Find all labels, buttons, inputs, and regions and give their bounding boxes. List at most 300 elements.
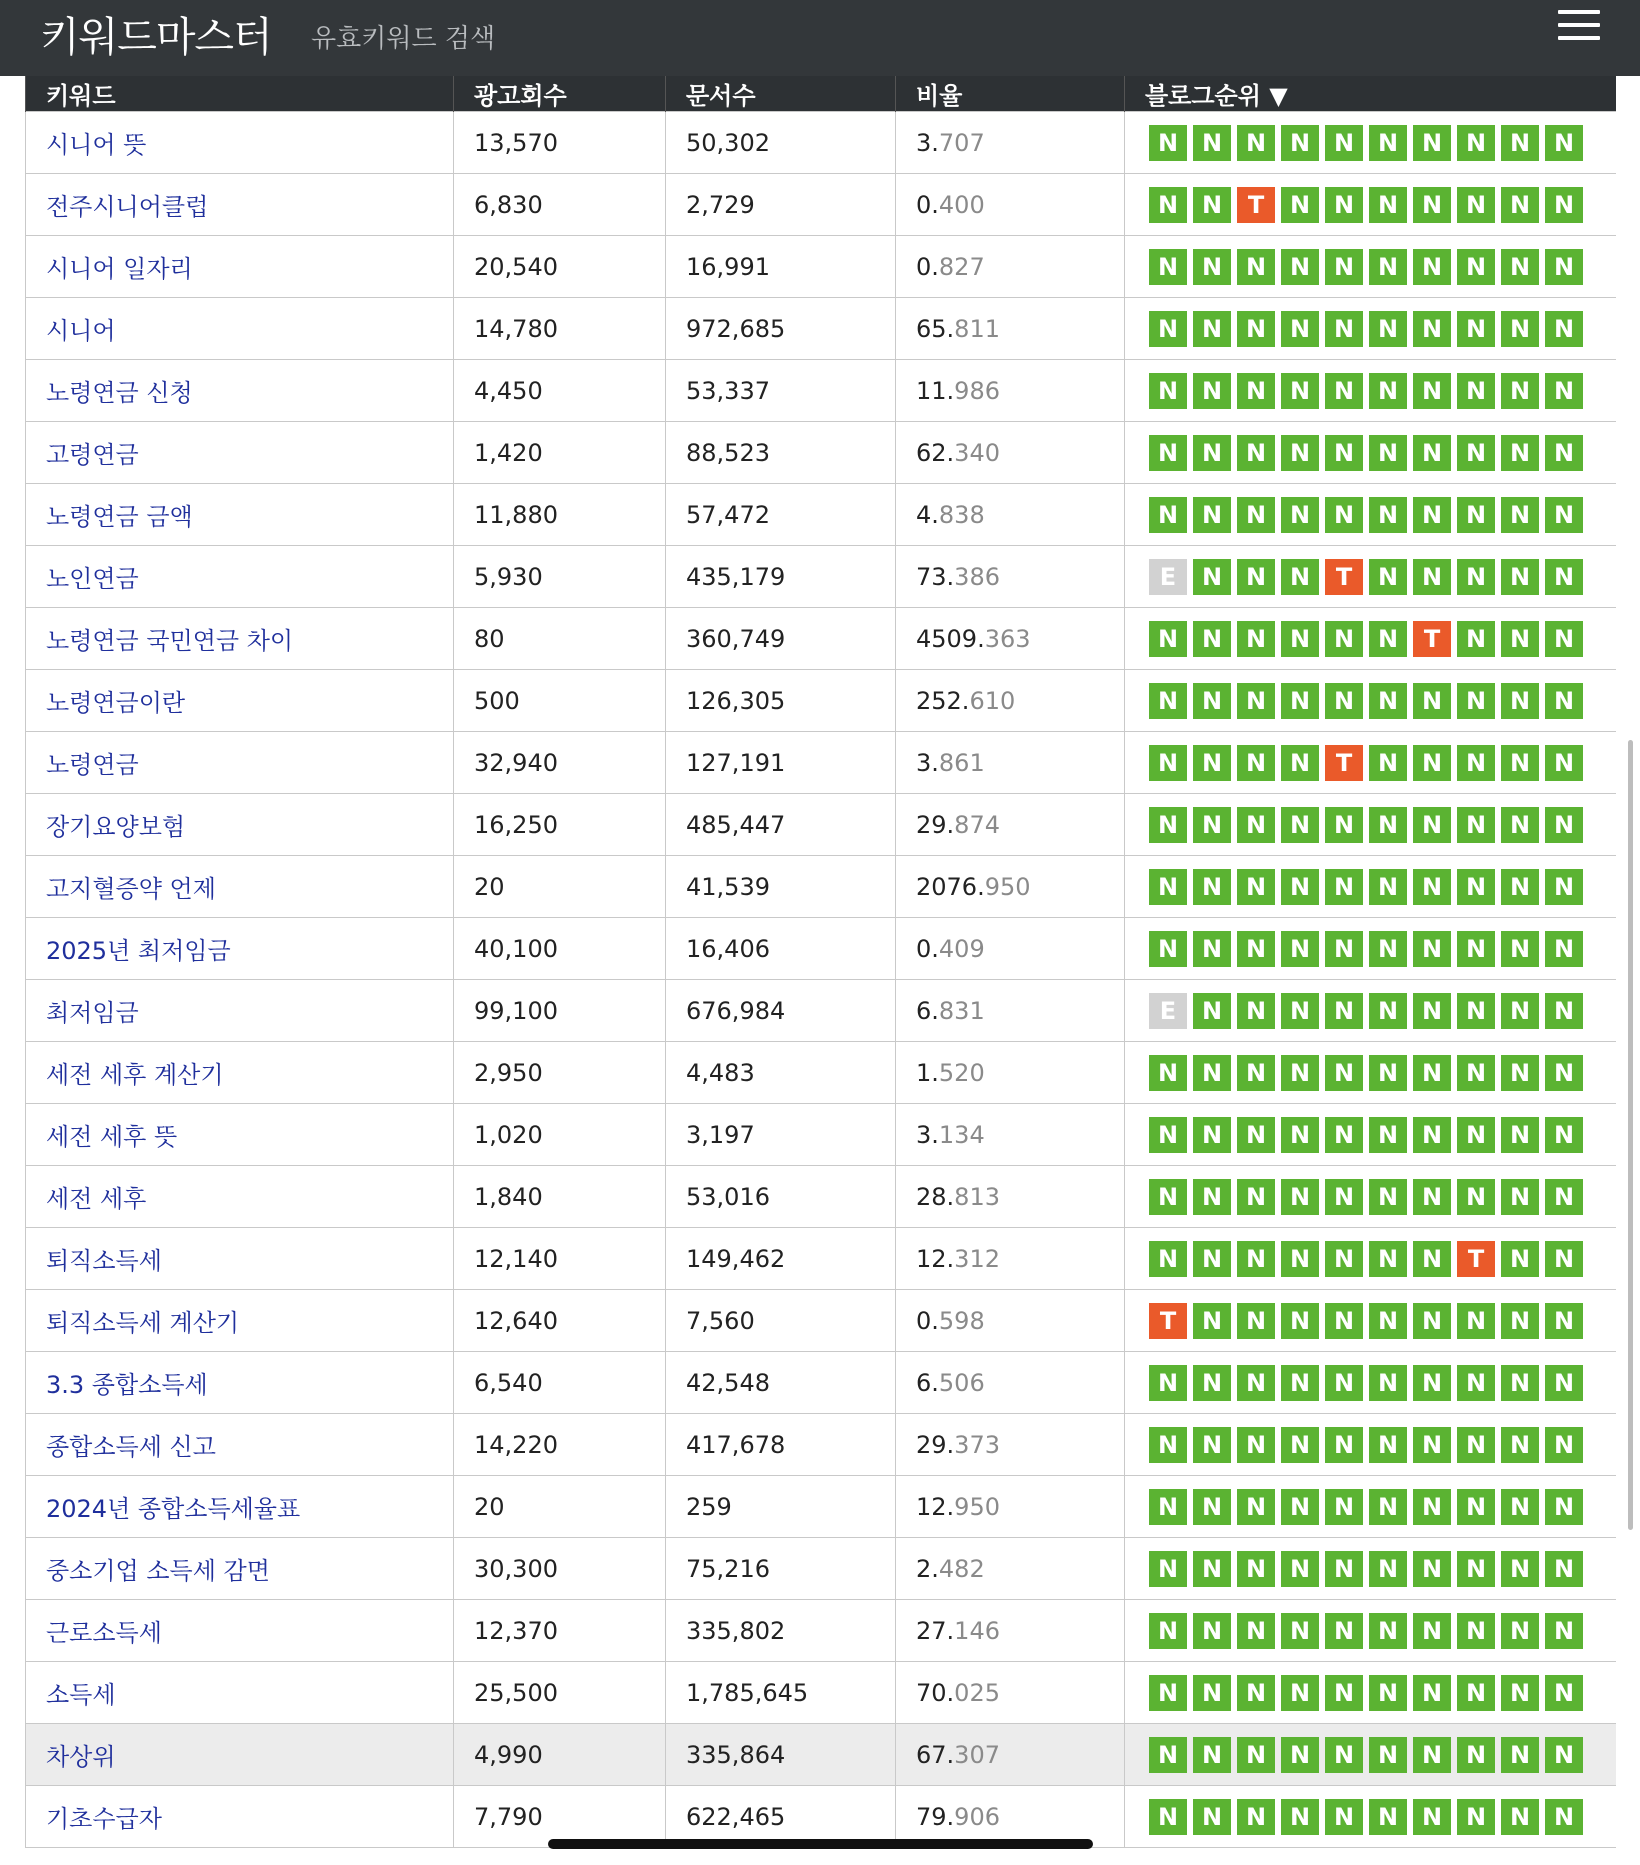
rank-badge[interactable]: N (1325, 621, 1363, 657)
rank-badge[interactable]: N (1369, 1613, 1407, 1649)
rank-badge[interactable]: N (1501, 683, 1539, 719)
rank-badge[interactable]: N (1237, 1179, 1275, 1215)
rank-badge[interactable]: N (1193, 1551, 1231, 1587)
rank-badge[interactable]: N (1237, 931, 1275, 967)
rank-badge[interactable]: N (1457, 559, 1495, 595)
rank-badge[interactable]: N (1149, 745, 1187, 781)
rank-badge[interactable]: N (1545, 1613, 1583, 1649)
rank-badge[interactable]: N (1149, 1489, 1187, 1525)
rank-badge[interactable]: N (1545, 869, 1583, 905)
rank-badge[interactable]: N (1545, 1179, 1583, 1215)
rank-badge[interactable]: N (1545, 249, 1583, 285)
rank-badge[interactable]: N (1501, 1427, 1539, 1463)
rank-badge[interactable]: N (1237, 497, 1275, 533)
keyword-link[interactable]: 3.3 종합소득세 (26, 1352, 454, 1414)
rank-badge[interactable]: N (1237, 1613, 1275, 1649)
rank-badge[interactable]: N (1545, 497, 1583, 533)
rank-badge[interactable]: N (1325, 1117, 1363, 1153)
rank-badge[interactable]: N (1193, 435, 1231, 471)
rank-badge[interactable]: N (1149, 1799, 1187, 1835)
rank-badge[interactable]: N (1413, 1055, 1451, 1091)
rank-badge[interactable]: N (1501, 1365, 1539, 1401)
header-ad-count[interactable]: 광고회수 (454, 76, 666, 112)
rank-badge[interactable]: N (1281, 807, 1319, 843)
scrollbar[interactable] (1628, 740, 1633, 1530)
rank-badge[interactable]: N (1545, 683, 1583, 719)
keyword-link[interactable]: 소득세 (26, 1662, 454, 1724)
rank-badge[interactable]: N (1237, 1241, 1275, 1277)
rank-badge[interactable]: N (1193, 311, 1231, 347)
rank-badge[interactable]: N (1501, 1117, 1539, 1153)
rank-badge[interactable]: N (1193, 249, 1231, 285)
rank-badge[interactable]: N (1237, 1117, 1275, 1153)
rank-badge[interactable]: N (1501, 1551, 1539, 1587)
rank-badge[interactable]: N (1281, 1055, 1319, 1091)
rank-badge[interactable]: N (1237, 311, 1275, 347)
rank-badge[interactable]: N (1237, 683, 1275, 719)
rank-badge[interactable]: N (1457, 1613, 1495, 1649)
rank-badge[interactable]: N (1413, 559, 1451, 595)
rank-badge[interactable]: N (1149, 497, 1187, 533)
rank-badge[interactable]: N (1193, 869, 1231, 905)
keyword-link[interactable]: 노인연금 (26, 546, 454, 608)
keyword-link[interactable]: 장기요양보험 (26, 794, 454, 856)
hamburger-menu-icon[interactable] (1558, 10, 1604, 40)
rank-badge[interactable]: E (1149, 559, 1187, 595)
keyword-link[interactable]: 기초수급자 (26, 1786, 454, 1848)
keyword-link[interactable]: 퇴직소득세 계산기 (26, 1290, 454, 1352)
rank-badge[interactable]: N (1501, 869, 1539, 905)
rank-badge[interactable]: N (1193, 373, 1231, 409)
rank-badge[interactable]: N (1325, 993, 1363, 1029)
rank-badge[interactable]: N (1369, 683, 1407, 719)
rank-badge[interactable]: N (1457, 931, 1495, 967)
rank-badge[interactable]: N (1325, 683, 1363, 719)
rank-badge[interactable]: N (1457, 1489, 1495, 1525)
rank-badge[interactable]: N (1545, 125, 1583, 161)
rank-badge[interactable]: N (1457, 1675, 1495, 1711)
keyword-link[interactable]: 퇴직소득세 (26, 1228, 454, 1290)
rank-badge[interactable]: N (1413, 1551, 1451, 1587)
rank-badge[interactable]: N (1413, 1427, 1451, 1463)
rank-badge[interactable]: N (1501, 1613, 1539, 1649)
rank-badge[interactable]: N (1413, 497, 1451, 533)
header-blog-rank[interactable]: 블로그순위 ▼ (1125, 76, 1617, 112)
rank-badge[interactable]: N (1369, 1303, 1407, 1339)
rank-badge[interactable]: N (1369, 745, 1407, 781)
rank-badge[interactable]: N (1413, 931, 1451, 967)
rank-badge[interactable]: N (1501, 435, 1539, 471)
rank-badge[interactable]: N (1281, 125, 1319, 161)
rank-badge[interactable]: N (1325, 249, 1363, 285)
rank-badge[interactable]: N (1413, 1179, 1451, 1215)
rank-badge[interactable]: N (1325, 1551, 1363, 1587)
rank-badge[interactable]: N (1413, 187, 1451, 223)
rank-badge[interactable]: N (1369, 311, 1407, 347)
rank-badge[interactable]: N (1457, 745, 1495, 781)
header-keyword[interactable]: 키워드 (26, 76, 454, 112)
rank-badge[interactable]: N (1193, 1427, 1231, 1463)
rank-badge[interactable]: N (1501, 1489, 1539, 1525)
rank-badge[interactable]: N (1237, 1303, 1275, 1339)
rank-badge[interactable]: N (1193, 1055, 1231, 1091)
rank-badge[interactable]: N (1413, 1303, 1451, 1339)
rank-badge[interactable]: N (1281, 311, 1319, 347)
rank-badge[interactable]: N (1501, 125, 1539, 161)
rank-badge[interactable]: N (1193, 621, 1231, 657)
rank-badge[interactable]: N (1545, 1055, 1583, 1091)
rank-badge[interactable]: N (1369, 621, 1407, 657)
rank-badge[interactable]: N (1193, 1799, 1231, 1835)
rank-badge[interactable]: N (1457, 993, 1495, 1029)
rank-badge[interactable]: N (1413, 1489, 1451, 1525)
rank-badge[interactable]: N (1545, 1551, 1583, 1587)
rank-badge[interactable]: N (1149, 1737, 1187, 1773)
rank-badge[interactable]: N (1413, 1613, 1451, 1649)
rank-badge[interactable]: N (1369, 1799, 1407, 1835)
rank-badge[interactable]: N (1237, 1365, 1275, 1401)
rank-badge[interactable]: N (1545, 1737, 1583, 1773)
rank-badge[interactable]: N (1237, 1055, 1275, 1091)
rank-badge[interactable]: N (1193, 1489, 1231, 1525)
rank-badge[interactable]: N (1281, 1117, 1319, 1153)
rank-badge[interactable]: N (1457, 373, 1495, 409)
rank-badge[interactable]: N (1149, 1117, 1187, 1153)
rank-badge[interactable]: N (1501, 187, 1539, 223)
rank-badge[interactable]: N (1545, 187, 1583, 223)
rank-badge[interactable]: N (1237, 993, 1275, 1029)
rank-badge[interactable]: N (1457, 1303, 1495, 1339)
rank-badge[interactable]: N (1149, 621, 1187, 657)
rank-badge[interactable]: N (1237, 435, 1275, 471)
rank-badge[interactable]: N (1237, 621, 1275, 657)
rank-badge[interactable]: N (1281, 249, 1319, 285)
rank-badge[interactable]: N (1149, 1179, 1187, 1215)
rank-badge[interactable]: N (1149, 1365, 1187, 1401)
rank-badge[interactable]: N (1149, 1613, 1187, 1649)
keyword-link[interactable]: 고지혈증약 언제 (26, 856, 454, 918)
rank-badge[interactable]: N (1325, 125, 1363, 161)
rank-badge[interactable]: N (1237, 1489, 1275, 1525)
rank-badge[interactable]: N (1193, 745, 1231, 781)
rank-badge[interactable]: N (1237, 1737, 1275, 1773)
rank-badge[interactable]: N (1457, 311, 1495, 347)
rank-badge[interactable]: N (1281, 1303, 1319, 1339)
rank-badge[interactable]: N (1149, 187, 1187, 223)
rank-badge[interactable]: N (1369, 1241, 1407, 1277)
rank-badge[interactable]: N (1369, 559, 1407, 595)
rank-badge[interactable]: N (1457, 807, 1495, 843)
rank-badge[interactable]: N (1281, 497, 1319, 533)
rank-badge[interactable]: N (1369, 497, 1407, 533)
rank-badge[interactable]: N (1237, 1675, 1275, 1711)
rank-badge[interactable]: N (1501, 1799, 1539, 1835)
rank-badge[interactable]: N (1457, 435, 1495, 471)
rank-badge[interactable]: N (1325, 1613, 1363, 1649)
rank-badge[interactable]: N (1369, 807, 1407, 843)
rank-badge[interactable]: N (1149, 249, 1187, 285)
rank-badge[interactable]: N (1369, 435, 1407, 471)
rank-badge[interactable]: N (1325, 187, 1363, 223)
rank-badge[interactable]: N (1413, 683, 1451, 719)
rank-badge[interactable]: N (1281, 993, 1319, 1029)
rank-badge[interactable]: N (1193, 1179, 1231, 1215)
rank-badge[interactable]: N (1193, 1241, 1231, 1277)
rank-badge[interactable]: N (1237, 559, 1275, 595)
rank-badge[interactable]: T (1237, 187, 1275, 223)
rank-badge[interactable]: N (1457, 497, 1495, 533)
keyword-link[interactable]: 최저임금 (26, 980, 454, 1042)
rank-badge[interactable]: N (1149, 311, 1187, 347)
rank-badge[interactable]: N (1281, 683, 1319, 719)
rank-badge[interactable]: N (1369, 1117, 1407, 1153)
rank-badge[interactable]: N (1545, 931, 1583, 967)
rank-badge[interactable]: N (1325, 1675, 1363, 1711)
rank-badge[interactable]: N (1413, 435, 1451, 471)
rank-badge[interactable]: N (1369, 1489, 1407, 1525)
rank-badge[interactable]: N (1413, 125, 1451, 161)
rank-badge[interactable]: N (1281, 745, 1319, 781)
rank-badge[interactable]: N (1413, 311, 1451, 347)
rank-badge[interactable]: N (1193, 931, 1231, 967)
keyword-link[interactable]: 시니어 일자리 (26, 236, 454, 298)
rank-badge[interactable]: N (1193, 1737, 1231, 1773)
rank-badge[interactable]: N (1325, 1055, 1363, 1091)
rank-badge[interactable]: N (1545, 559, 1583, 595)
keyword-link[interactable]: 차상위 (26, 1724, 454, 1786)
rank-badge[interactable]: N (1545, 1675, 1583, 1711)
rank-badge[interactable]: N (1325, 1737, 1363, 1773)
rank-badge[interactable]: N (1413, 249, 1451, 285)
rank-badge[interactable]: N (1413, 1799, 1451, 1835)
rank-badge[interactable]: T (1457, 1241, 1495, 1277)
keyword-link[interactable]: 노령연금 신청 (26, 360, 454, 422)
rank-badge[interactable]: N (1545, 311, 1583, 347)
rank-badge[interactable]: N (1325, 1241, 1363, 1277)
rank-badge[interactable]: N (1369, 1055, 1407, 1091)
rank-badge[interactable]: N (1501, 931, 1539, 967)
rank-badge[interactable]: N (1149, 125, 1187, 161)
rank-badge[interactable]: N (1325, 869, 1363, 905)
rank-badge[interactable]: N (1281, 373, 1319, 409)
rank-badge[interactable]: N (1501, 497, 1539, 533)
rank-badge[interactable]: N (1545, 621, 1583, 657)
rank-badge[interactable]: N (1281, 1737, 1319, 1773)
keyword-link[interactable]: 종합소득세 신고 (26, 1414, 454, 1476)
rank-badge[interactable]: N (1281, 187, 1319, 223)
rank-badge[interactable]: N (1501, 373, 1539, 409)
rank-badge[interactable]: N (1501, 1303, 1539, 1339)
keyword-link[interactable]: 세전 세후 계산기 (26, 1042, 454, 1104)
rank-badge[interactable]: N (1237, 125, 1275, 161)
rank-badge[interactable]: N (1501, 621, 1539, 657)
rank-badge[interactable]: T (1149, 1303, 1187, 1339)
header-ratio[interactable]: 비율 (896, 76, 1125, 112)
rank-badge[interactable]: N (1149, 373, 1187, 409)
rank-badge[interactable]: N (1369, 1675, 1407, 1711)
rank-badge[interactable]: N (1193, 1675, 1231, 1711)
rank-badge[interactable]: N (1413, 1241, 1451, 1277)
rank-badge[interactable]: N (1501, 745, 1539, 781)
rank-badge[interactable]: N (1237, 249, 1275, 285)
rank-badge[interactable]: N (1149, 1427, 1187, 1463)
rank-badge[interactable]: N (1325, 1303, 1363, 1339)
rank-badge[interactable]: N (1369, 249, 1407, 285)
rank-badge[interactable]: N (1501, 249, 1539, 285)
rank-badge[interactable]: N (1501, 1737, 1539, 1773)
rank-badge[interactable]: N (1369, 1179, 1407, 1215)
keyword-link[interactable]: 노령연금이란 (26, 670, 454, 732)
rank-badge[interactable]: N (1149, 1675, 1187, 1711)
rank-badge[interactable]: N (1369, 993, 1407, 1029)
rank-badge[interactable]: N (1457, 1427, 1495, 1463)
keyword-link[interactable]: 근로소득세 (26, 1600, 454, 1662)
rank-badge[interactable]: N (1325, 497, 1363, 533)
rank-badge[interactable]: N (1457, 621, 1495, 657)
rank-badge[interactable]: N (1281, 1241, 1319, 1277)
rank-badge[interactable]: N (1457, 1551, 1495, 1587)
rank-badge[interactable]: N (1457, 249, 1495, 285)
rank-badge[interactable]: N (1501, 1241, 1539, 1277)
rank-badge[interactable]: N (1413, 993, 1451, 1029)
rank-badge[interactable]: N (1413, 807, 1451, 843)
rank-badge[interactable]: N (1237, 373, 1275, 409)
rank-badge[interactable]: N (1545, 1365, 1583, 1401)
keyword-link[interactable]: 노령연금 금액 (26, 484, 454, 546)
rank-badge[interactable]: N (1237, 745, 1275, 781)
rank-badge[interactable]: N (1193, 497, 1231, 533)
keyword-link[interactable]: 고령연금 (26, 422, 454, 484)
rank-badge[interactable]: N (1193, 187, 1231, 223)
rank-badge[interactable]: N (1281, 1799, 1319, 1835)
rank-badge[interactable]: N (1545, 373, 1583, 409)
rank-badge[interactable]: N (1413, 1365, 1451, 1401)
rank-badge[interactable]: N (1281, 869, 1319, 905)
rank-badge[interactable]: N (1281, 1489, 1319, 1525)
rank-badge[interactable]: N (1369, 1427, 1407, 1463)
rank-badge[interactable]: N (1545, 1241, 1583, 1277)
rank-badge[interactable]: N (1193, 125, 1231, 161)
rank-badge[interactable]: N (1281, 1551, 1319, 1587)
rank-badge[interactable]: N (1369, 1737, 1407, 1773)
keyword-link[interactable]: 시니어 뜻 (26, 112, 454, 174)
rank-badge[interactable]: T (1413, 621, 1451, 657)
rank-badge[interactable]: N (1457, 869, 1495, 905)
rank-badge[interactable]: N (1369, 869, 1407, 905)
rank-badge[interactable]: N (1325, 435, 1363, 471)
rank-badge[interactable]: N (1237, 869, 1275, 905)
keyword-link[interactable]: 세전 세후 (26, 1166, 454, 1228)
rank-badge[interactable]: N (1369, 373, 1407, 409)
keyword-link[interactable]: 2024년 종합소득세율표 (26, 1476, 454, 1538)
rank-badge[interactable]: N (1457, 1117, 1495, 1153)
rank-badge[interactable]: N (1369, 931, 1407, 967)
rank-badge[interactable]: N (1281, 621, 1319, 657)
rank-badge[interactable]: N (1369, 187, 1407, 223)
rank-badge[interactable]: N (1413, 869, 1451, 905)
rank-badge[interactable]: N (1501, 311, 1539, 347)
rank-badge[interactable]: N (1545, 1117, 1583, 1153)
rank-badge[interactable]: N (1281, 559, 1319, 595)
rank-badge[interactable]: N (1413, 1737, 1451, 1773)
rank-badge[interactable]: N (1325, 1179, 1363, 1215)
rank-badge[interactable]: N (1193, 807, 1231, 843)
rank-badge[interactable]: N (1237, 807, 1275, 843)
rank-badge[interactable]: N (1193, 1117, 1231, 1153)
keyword-link[interactable]: 노령연금 (26, 732, 454, 794)
rank-badge[interactable]: N (1545, 807, 1583, 843)
rank-badge[interactable]: N (1193, 1365, 1231, 1401)
rank-badge[interactable]: N (1545, 435, 1583, 471)
rank-badge[interactable]: N (1149, 683, 1187, 719)
rank-badge[interactable]: N (1281, 1179, 1319, 1215)
rank-badge[interactable]: N (1545, 1489, 1583, 1525)
rank-badge[interactable]: N (1457, 1737, 1495, 1773)
keyword-link[interactable]: 중소기업 소득세 감면 (26, 1538, 454, 1600)
rank-badge[interactable]: N (1325, 1799, 1363, 1835)
rank-badge[interactable]: N (1501, 807, 1539, 843)
rank-badge[interactable]: N (1545, 745, 1583, 781)
rank-badge[interactable]: N (1149, 1241, 1187, 1277)
rank-badge[interactable]: N (1413, 373, 1451, 409)
rank-badge[interactable]: N (1193, 1303, 1231, 1339)
header-doc-count[interactable]: 문서수 (666, 76, 896, 112)
keyword-link[interactable]: 세전 세후 뜻 (26, 1104, 454, 1166)
rank-badge[interactable]: N (1545, 1427, 1583, 1463)
rank-badge[interactable]: N (1413, 1117, 1451, 1153)
app-title[interactable]: 키워드마스터 (40, 13, 272, 61)
rank-badge[interactable]: N (1149, 435, 1187, 471)
keyword-link[interactable]: 2025년 최저임금 (26, 918, 454, 980)
rank-badge[interactable]: N (1457, 1179, 1495, 1215)
keyword-link[interactable]: 시니어 (26, 298, 454, 360)
rank-badge[interactable]: N (1281, 1365, 1319, 1401)
keyword-link[interactable]: 전주시니어클럽 (26, 174, 454, 236)
rank-badge[interactable]: N (1325, 311, 1363, 347)
rank-badge[interactable]: N (1457, 1055, 1495, 1091)
rank-badge[interactable]: N (1149, 931, 1187, 967)
rank-badge[interactable]: N (1501, 993, 1539, 1029)
rank-badge[interactable]: N (1369, 1551, 1407, 1587)
rank-badge[interactable]: N (1457, 1365, 1495, 1401)
rank-badge[interactable]: N (1237, 1427, 1275, 1463)
rank-badge[interactable]: N (1281, 1427, 1319, 1463)
rank-badge[interactable]: N (1237, 1799, 1275, 1835)
rank-badge[interactable]: N (1457, 683, 1495, 719)
rank-badge[interactable]: N (1369, 125, 1407, 161)
rank-badge[interactable]: N (1281, 931, 1319, 967)
rank-badge[interactable]: E (1149, 993, 1187, 1029)
rank-badge[interactable]: N (1413, 1675, 1451, 1711)
rank-badge[interactable]: N (1501, 1675, 1539, 1711)
rank-badge[interactable]: N (1457, 125, 1495, 161)
rank-badge[interactable]: N (1237, 1551, 1275, 1587)
rank-badge[interactable]: N (1193, 993, 1231, 1029)
rank-badge[interactable]: T (1325, 559, 1363, 595)
rank-badge[interactable]: N (1193, 683, 1231, 719)
rank-badge[interactable]: N (1281, 1675, 1319, 1711)
rank-badge[interactable]: N (1281, 435, 1319, 471)
rank-badge[interactable]: N (1369, 1365, 1407, 1401)
rank-badge[interactable]: N (1413, 745, 1451, 781)
rank-badge[interactable]: N (1193, 559, 1231, 595)
rank-badge[interactable]: N (1501, 1055, 1539, 1091)
rank-badge[interactable]: N (1457, 1799, 1495, 1835)
rank-badge[interactable]: N (1325, 931, 1363, 967)
rank-badge[interactable]: N (1325, 1365, 1363, 1401)
rank-badge[interactable]: N (1281, 1613, 1319, 1649)
rank-badge[interactable]: N (1325, 807, 1363, 843)
